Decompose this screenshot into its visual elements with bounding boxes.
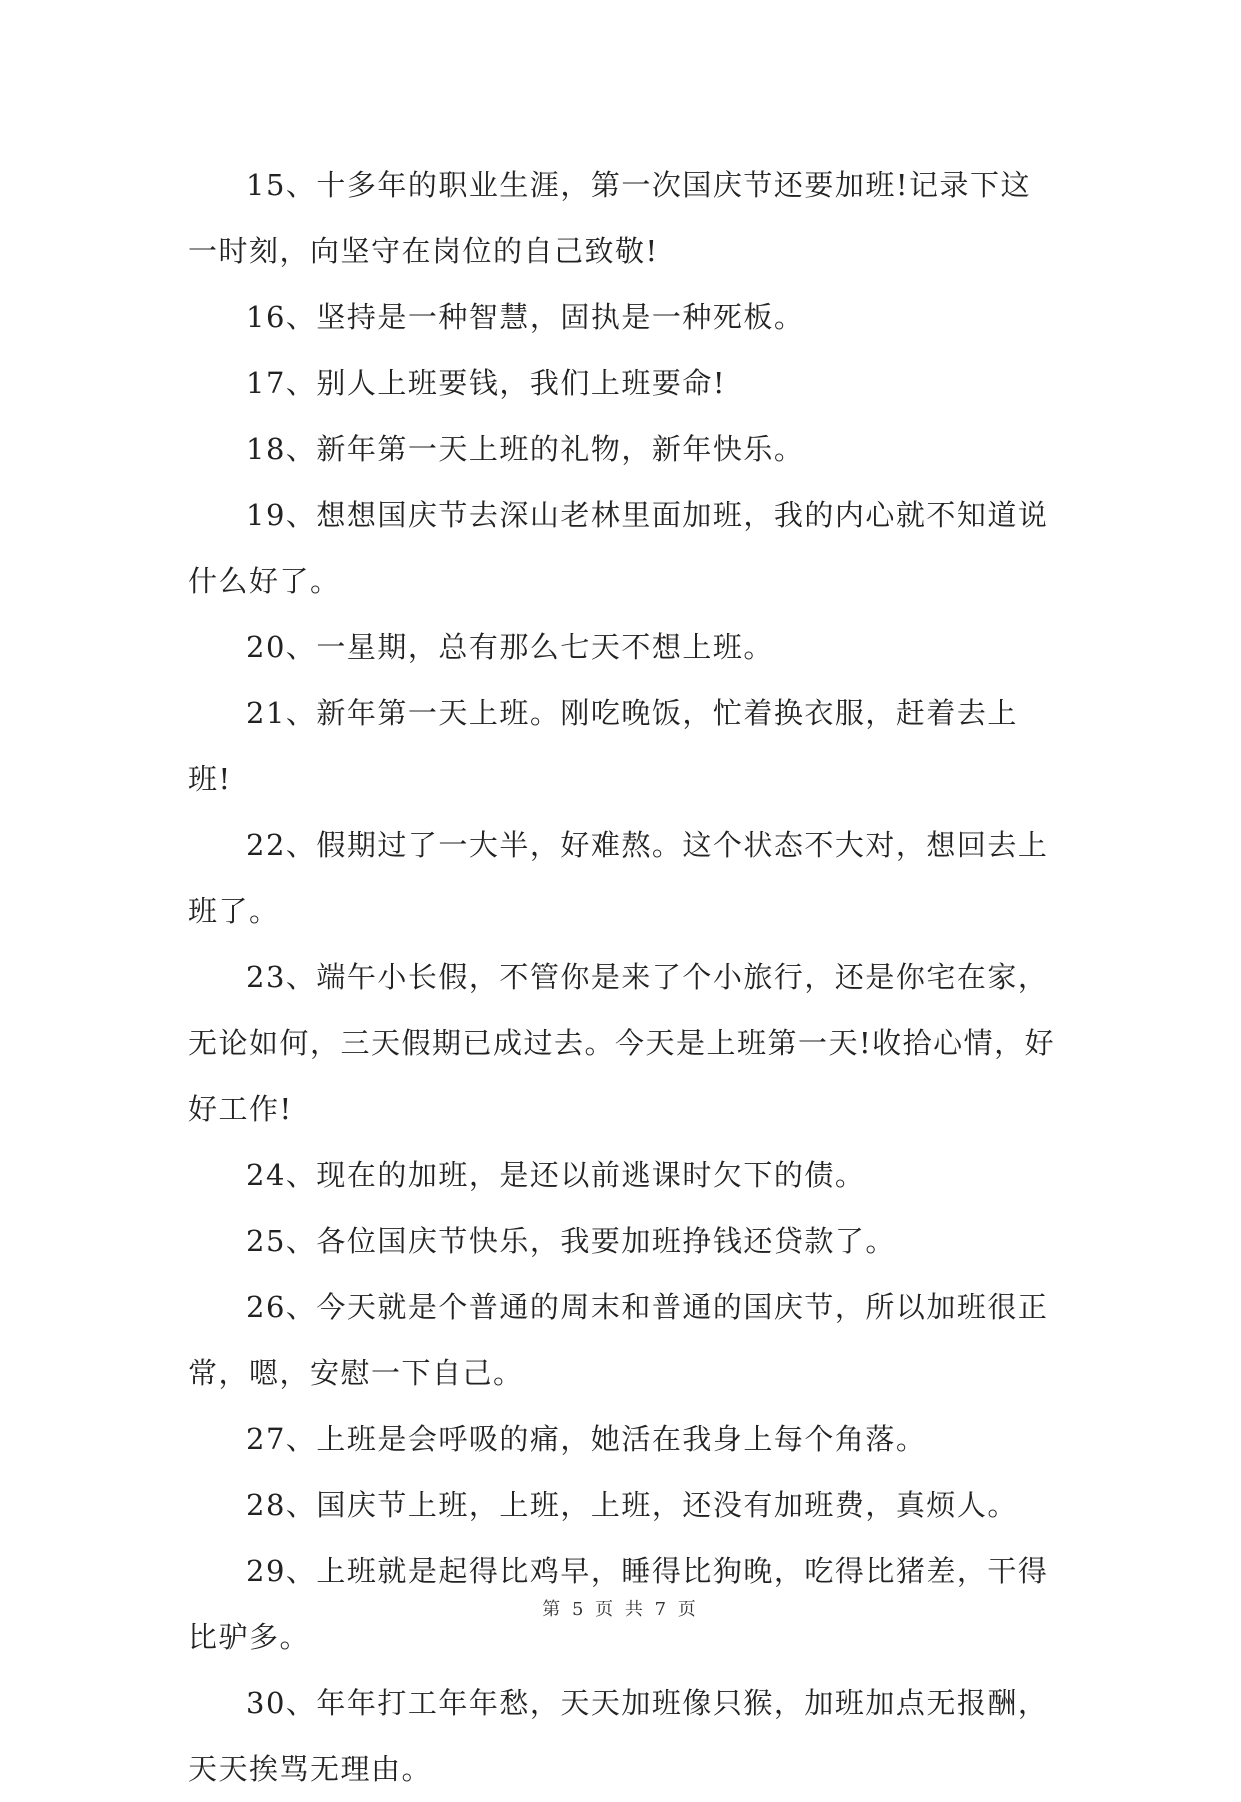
paragraph-19: 19、想想国庆节去深山老林里面加班，我的内心就不知道说什么好了。 [188, 498, 1049, 598]
paragraph-30: 30、年年打工年年愁，天天加班像只猴，加班加点无报酬，天天挨骂无理由。 [188, 1686, 1049, 1786]
paragraph-20: 20、一星期，总有那么七天不想上班。 [246, 630, 774, 664]
paragraph-21: 21、新年第一天上班。刚吃晚饭，忙着换衣服，赶着去上班! [188, 696, 1018, 796]
document-body [188, 152, 1056, 1802]
paragraph-26: 26、今天就是个普通的周末和普通的国庆节，所以加班很正常，嗯，安慰一下自己。 [188, 1290, 1049, 1390]
paragraph-17: 17、别人上班要钱，我们上班要命! [246, 366, 727, 400]
paragraph-24: 24、现在的加班，是还以前逃课时欠下的债。 [246, 1158, 866, 1192]
paragraph-16: 16、坚持是一种智慧，固执是一种死板。 [246, 300, 805, 334]
paragraph-18: 18、新年第一天上班的礼物，新年快乐。 [246, 432, 805, 466]
paragraph-28: 28、国庆节上班，上班，上班，还没有加班费，真烦人。 [246, 1488, 1018, 1522]
paragraph-23: 23、端午小长假，不管你是来了个小旅行，还是你宅在家，无论如何，三天假期已成过去。今天是上班第一天!收拾心情，好好工作! [188, 960, 1056, 1126]
page-number-footer: 第 5 页 共 7 页 [542, 1599, 699, 1620]
paragraph-29: 29、上班就是起得比鸡早，睡得比狗晚，吃得比猪差，干得比驴多。 [188, 1554, 1049, 1654]
paragraph-27: 27、上班是会呼吸的痛，她活在我身上每个角落。 [246, 1422, 927, 1456]
paragraph-25: 25、各位国庆节快乐，我要加班挣钱还贷款了。 [246, 1224, 896, 1258]
paragraph-22: 22、假期过了一大半，好难熬。这个状态不大对，想回去上班了。 [188, 828, 1049, 928]
paragraph-15: 15、十多年的职业生涯，第一次国庆节还要加班!记录下这一时刻，向坚守在岗位的自己致敬! [188, 168, 1032, 268]
